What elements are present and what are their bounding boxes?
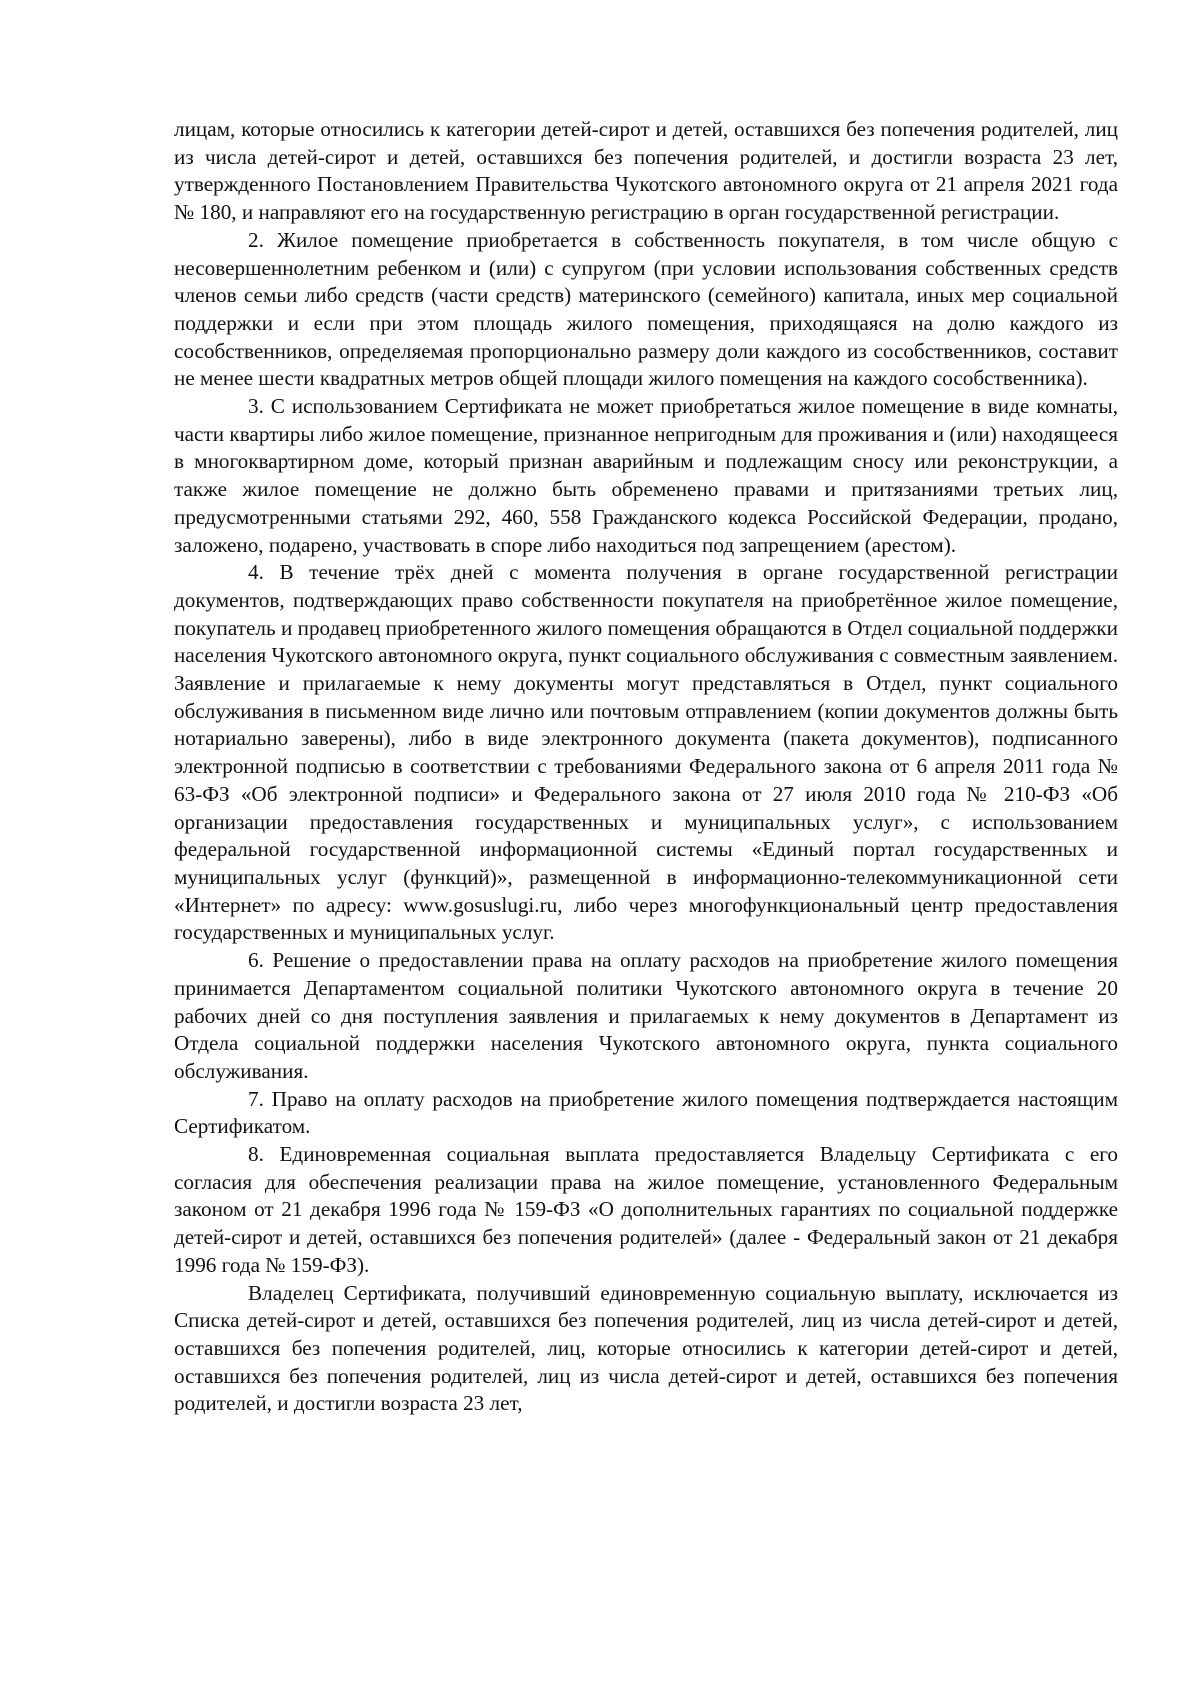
- paragraph-8: 8. Единовременная социальная выплата предоставляется Владельцу Сертификата с его согласия для обеспечения реализации права на жилое помещение, установленного Федеральным законом от 21 декабря 1996 года № 159-ФЗ «О дополнительных гарантиях по социальной поддержке детей-сирот и детей, оставшихся без попечения родителей» (далее - Федеральный закон от 21 декабря 1996 года № 159-ФЗ).: [174, 1142, 1118, 1277]
- paragraph-owner: Владелец Сертификата, получивший единовременную социальную выплату, исключается из Списка детей-сирот и детей, оставшихся без попечения родителей, лиц из числа детей-сирот и детей, оставшихся без попечения родителей, лиц, которые относились к категории детей-сирот и детей, оставшихся без попечения родителей, лиц из числа детей-сирот и детей, оставшихся без попечения родителей, и достигли возраста 23 лет,: [174, 1280, 1118, 1416]
- paragraph-2: 2. Жилое помещение приобретается в собственность покупателя, в том числе общую с несовершеннолетним ребенком и (или) с супругом (при условии использования собственных средств членов семьи либо средств (части средств) материнского (семейного) капитала, иных мер социальной поддержки и если при этом площадь жилого помещения, приходящаяся на долю каждого из сособственников, определяемая пропорционально размеру доли каждого из сособственников, составит не менее шести квадратных метров общей площади жилого помещения на каждого сособственника).: [174, 227, 1118, 391]
- paragraph-continuation: лицам, которые относились к категории детей-сирот и детей, оставшихся без попечения родителей, лиц из числа детей-сирот и детей, оставшихся без попечения родителей, и достигли возраста 23 лет, утвержденного Постановлением Правительства Чукотского автономного округа от 21 апреля 2021 года № 180, и направляют его на государственную регистрацию в орган государственной регистрации.: [174, 117, 1118, 225]
- paragraph-4: 4. В течение трёх дней с момента получения в органе государственной регистрации документов, подтверждающих право собственности покупателя на приобретённое жилое помещение, покупатель и продавец приобретенного жилого помещения обращаются в Отдел социальной поддержки населения Чукотского автономного округа, пункт социального обслуживания с совместным заявлением. Заявление и прилагаемые к нему документы могут представляться в Отдел, пункт социального обслуживания в письменном виде лично или почтовым отправлением (копии документов должны быть нотариально заверены), либо в виде электронного документа (пакета документов), подписанного электронной подписью в соответствии с требованиями Федерального закона от 6 апреля 2011 года № 63-ФЗ «Об электронной подписи» и Федерального закона от 27 июля 2010 года № 210-ФЗ «Об организации предоставления государственных и муниципальных услуг», с использованием федеральной государственной информационной системы «Единый портал государственных и муниципальных услуг (функций)», размещенной в информационно-телекоммуникационной сети «Интернет» по адресу: www.gosuslugi.ru, либо через многофункциональный центр предоставления государственных и муниципальных услуг.: [174, 560, 1118, 945]
- paragraph-3: 3. С использованием Сертификата не может приобретаться жилое помещение в виде комнаты, части квартиры либо жилое помещение, признанное непригодным для проживания и (или) находящееся в многоквартирном доме, который признан аварийным и подлежащим сносу или реконструкции, а также жилое помещение не должно быть обременено правами и притязаниями третьих лиц, предусмотренными статьями 292, 460, 558 Гражданского кодекса Российской Федерации, продано, заложено, подарено, участвовать в споре либо находиться под запрещением (арестом).: [174, 394, 1118, 557]
- paragraph-6: 6. Решение о предоставлении права на оплату расходов на приобретение жилого помещения принимается Департаментом социальной политики Чукотского автономного округа в течение 20 рабочих дней со дня поступления заявления и прилагаемых к нему документов в Департамент из Отдела социальной поддержки населения Чукотского автономного округа, пункта социального обслуживания.: [174, 948, 1118, 1083]
- document-page: [174, 116, 1118, 1418]
- paragraph-7: 7. Право на оплату расходов на приобретение жилого помещения подтверждается настоящим Сертификатом.: [174, 1086, 1118, 1139]
